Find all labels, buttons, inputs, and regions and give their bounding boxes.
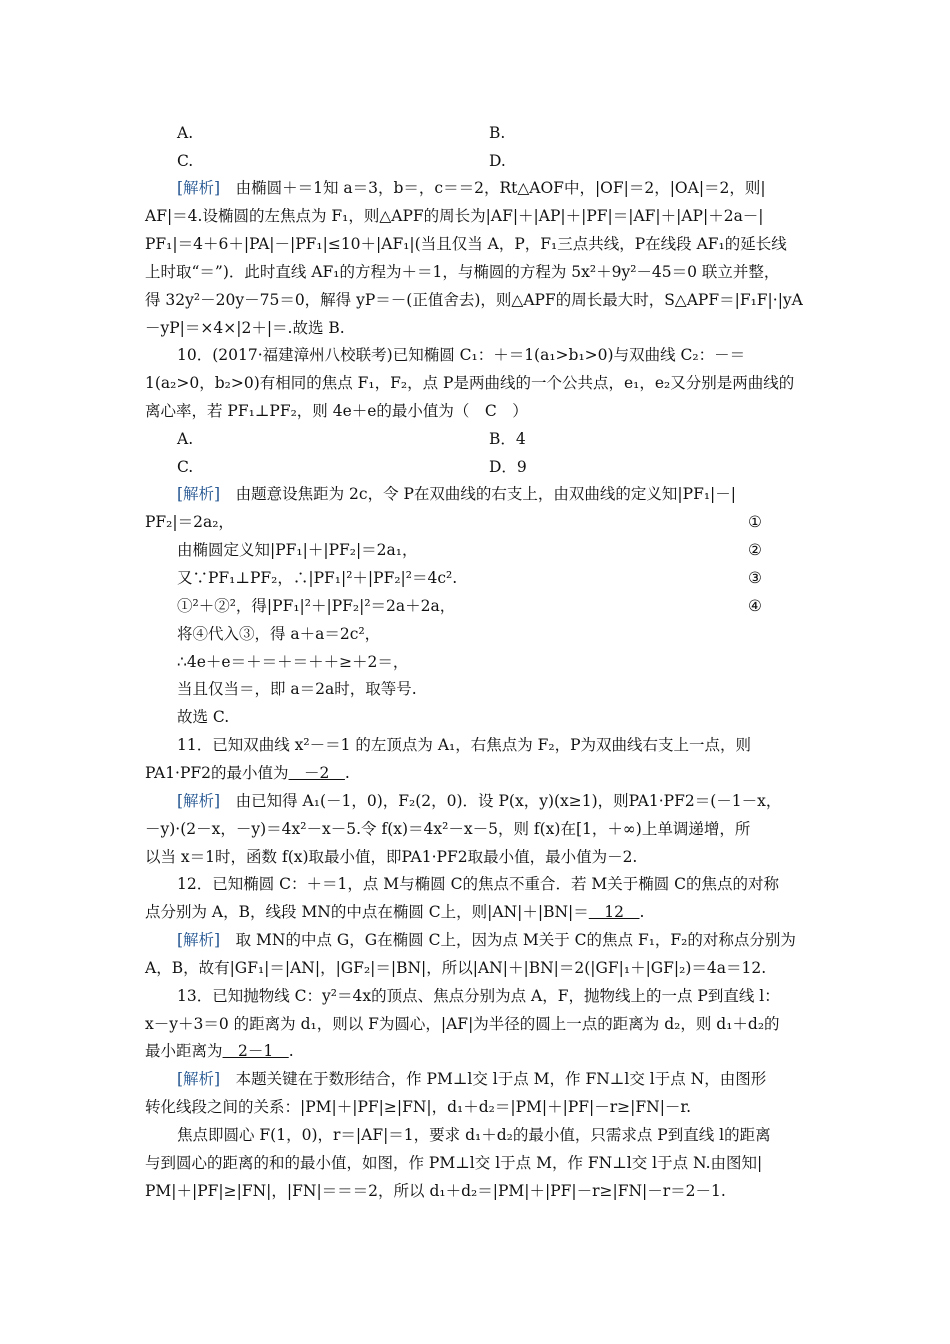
- q11-answer: －2: [288, 764, 345, 782]
- q10-option-b: B．4: [489, 430, 526, 448]
- q10-option-c: C.: [177, 458, 194, 476]
- q11-stem-line-1: 11．已知双曲线 x²－＝1 的左顶点为 A₁，右焦点为 F₂，P为双曲线右支上一点，则: [177, 736, 752, 754]
- q10-solution-line-1: [解析] 由题意设焦距为 2c，令 P在双曲线的右支上，由双曲线的定义知|PF₁|－|: [177, 485, 737, 503]
- q11-solution-line-3: 以当 x＝1时，函数 f(x)取最小值，即PA1·PF2取最小值，最小值为－2.: [145, 848, 638, 866]
- q10-solution-tag: [解析]: [177, 485, 221, 503]
- q9-solution-tag: [解析]: [177, 179, 221, 197]
- equation-number-1: ①: [748, 513, 762, 531]
- q10-solution-line-6: 将④代入③，得 a＋a＝2c²，: [177, 625, 381, 643]
- q10-option-a: A.: [177, 430, 194, 448]
- q10-stem-line-3: 离心率，若 PF₁⊥PF₂，则 4e＋e的最小值为（ C ）: [145, 402, 528, 420]
- q10-solution-line-8: 当且仅当＝，即 a＝2a时，取等号.: [177, 680, 417, 698]
- q12-answer: 12: [588, 903, 640, 921]
- q9-solution-line-5: 得 32y²－20y－75＝0，解得 yP＝－(正值舍去)，则△APF的周长最大时，S△APF＝|F₁F|·|yA: [145, 291, 803, 309]
- equation-number-2: ②: [748, 541, 762, 559]
- q13-solution-line-2: 转化线段之间的关系：|PM|＋|PF|≥|FN|，d₁＋d₂＝|PM|＋|PF|－r≥|FN|－r.: [145, 1098, 692, 1116]
- equation-number-3: ③: [748, 569, 762, 587]
- q10-solution-line-5: ①²＋②²，得|PF₁|²＋|PF₂|²＝2a＋2a，: [177, 597, 456, 615]
- q9-option-b: B.: [489, 124, 506, 142]
- q10-solution-line-2: PF₂|＝2a₂，: [145, 513, 234, 531]
- q13-stem-line-1: 13．已知抛物线 C：y²＝4x的顶点、焦点分别为点 A，F，抛物线上的一点 P到直线 l：: [177, 987, 780, 1005]
- q13-solution-line-4: 与到圆心的距离的和的最小值，如图，作 PM⊥l交 l于点 M，作 FN⊥l交 l于点 N.由图知|: [145, 1154, 763, 1172]
- q10-solution-line-7: ∴4e＋e＝＋＝＋＝＋＋≥＋2＝，: [177, 653, 409, 671]
- q9-solution-line-1: [解析] 由椭圆＋＝1知 a＝3，b＝，c＝＝2，Rt△AOF中，|OF|＝2，|OA|＝2，则|: [177, 179, 766, 197]
- q12-stem-line-2: 点分别为 A，B，线段 MN的中点在椭圆 C上，则|AN|＋|BN|＝ 12 .: [145, 903, 645, 921]
- q9-solution-line-4: 上时取“＝”)．此时直线 AF₁的方程为＋＝1，与椭圆的方程为 5x²＋9y²－45＝0 联立并整，: [145, 263, 780, 281]
- q13-stem-line-2: x－y＋3＝0 的距离为 d₁，则以 F为圆心，|AF|为半径的圆上一点的距离为 d₂，则 d₁＋d₂的: [145, 1015, 780, 1033]
- q13-solution-line-5: PM|＋|PF|≥|FN|，|FN|＝＝＝2，所以 d₁＋d₂＝|PM|＋|PF|－r≥|FN|－r＝2－1.: [145, 1182, 726, 1200]
- q12-solution-tag: [解析]: [177, 931, 221, 949]
- q10-solution-line-4: 又∵PF₁⊥PF₂，∴|PF₁|²＋|PF₂|²＝4c².: [177, 569, 458, 587]
- q10-option-d: D．9: [489, 458, 527, 476]
- q9-option-c: C.: [177, 152, 194, 170]
- q9-option-a: A.: [177, 124, 194, 142]
- q13-solution-line-1: [解析] 本题关键在于数形结合，作 PM⊥l交 l于点 M，作 FN⊥l交 l于点 N，由图形: [177, 1070, 767, 1088]
- q13-solution-line-3: 焦点即圆心 F(1，0)，r＝|AF|＝1，要求 d₁＋d₂的最小值，只需求点 P到直线 l的距离: [177, 1126, 771, 1144]
- q13-solution-tag: [解析]: [177, 1070, 221, 1088]
- q13-answer: 2－1: [222, 1042, 289, 1060]
- q12-stem-line-1: 12．已知椭圆 C：＋＝1，点 M与椭圆 C的焦点不重合．若 M关于椭圆 C的焦点的对称: [177, 875, 780, 893]
- q9-option-d: D.: [489, 152, 506, 170]
- equation-number-4: ④: [748, 597, 762, 615]
- q11-solution-line-2: －y)·(2－x，－y)＝4x²－x－5.令 f(x)＝4x²－x－5，则 f(x)在[1，＋∞)上单调递增，所: [145, 820, 751, 838]
- q12-solution-line-1: [解析] 取 MN的中点 G，G在椭圆 C上，因为点 M关于 C的焦点 F₁，F₂的对称点分别为: [177, 931, 796, 949]
- q9-solution-line-3: PF₁|＝4＋6＋|PA|－|PF₁|≤10＋|AF₁|(当且仅当 A，P，F₁三点共线，P在线段 AF₁的延长线: [145, 235, 787, 253]
- q11-solution-tag: [解析]: [177, 792, 221, 810]
- q9-solution-line-6: －yP|＝×4×|2＋|＝.故选 B.: [145, 319, 345, 337]
- q13-stem-line-3: 最小距离为 2－1 .: [145, 1042, 294, 1060]
- q10-stem-line-2: 1(a₂>0，b₂>0)有相同的焦点 F₁，F₂，点 P是两曲线的一个公共点，e₁，e₂又分别是两曲线的: [145, 374, 795, 392]
- q12-solution-line-2: A，B，故有|GF₁|＝|AN|，|GF₂|＝|BN|，所以|AN|＋|BN|＝2(|GF|₁＋|GF|₂)＝4a＝12.: [145, 959, 767, 977]
- q10-solution-line-3: 由椭圆定义知|PF₁|＋|PF₂|＝2a₁，: [177, 541, 418, 559]
- q11-stem-line-2: PA1·PF2的最小值为 －2 .: [145, 764, 350, 782]
- q10-solution-line-9: 故选 C.: [177, 708, 230, 726]
- q11-solution-line-1: [解析] 由已知得 A₁(－1，0)，F₂(2，0)．设 P(x，y)(x≥1)，则PA1·PF2＝(－1－x，: [177, 792, 782, 810]
- q10-stem-line-1: 10．(2017·福建漳州八校联考)已知椭圆 C₁：＋＝1(a₁>b₁>0)与双曲线 C₂：－＝: [177, 346, 746, 364]
- q9-solution-line-2: AF|＝4.设椭圆的左焦点为 F₁，则△APF的周长为|AF|＋|AP|＋|PF|＝|AF|＋|AP|＋2a－|: [145, 207, 764, 225]
